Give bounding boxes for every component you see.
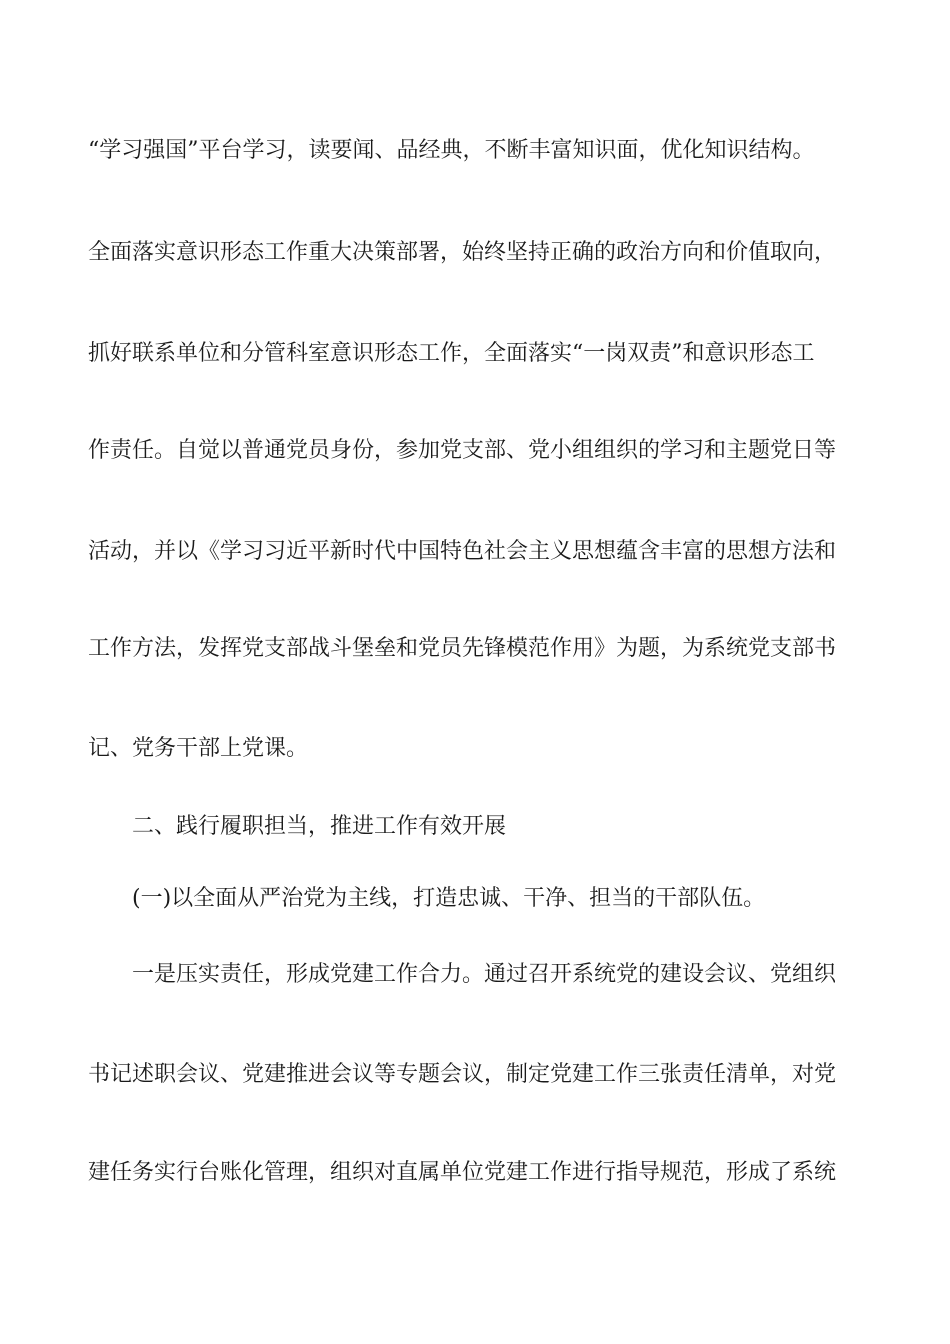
body-text-line: 抓好联系单位和分管科室意识形态工作，全面落实“一岗双责”和意识形态工 <box>88 341 815 366</box>
body-text-line: 记、党务干部上党课。 <box>88 736 309 761</box>
body-text-line: 建任务实行台账化管理，组织对直属单位党建工作进行指导规范，形成了系统 <box>88 1160 837 1185</box>
body-text-line: 工作方法，发挥党支部战斗堡垒和党员先锋模范作用》为题，为系统党支部书 <box>88 636 837 661</box>
body-text-line: 活动，并以《学习习近平新时代中国特色社会主义思想蕴含丰富的思想方法和 <box>88 539 837 564</box>
body-text-line: 书记述职会议、党建推进会议等专题会议，制定党建工作三张责任清单，对党 <box>88 1062 837 1087</box>
body-text-line: 全面落实意识形态工作重大决策部署，始终坚持正确的政治方向和价值取向， <box>88 240 837 265</box>
section-heading: 二、践行履职担当，推进工作有效开展 <box>132 814 507 839</box>
body-text-line: 一是压实责任，形成党建工作合力。通过召开系统党的建设会议、党组织 <box>132 962 837 987</box>
body-text-line: “学习强国”平台学习，读要闻、品经典，不断丰富知识面，优化知识结构。 <box>88 138 815 163</box>
subsection-heading: (一)以全面从严治党为主线，打造忠诚、干净、担当的干部队伍。 <box>132 886 766 911</box>
body-text-line: 作责任。自觉以普通党员身份，参加党支部、党小组组织的学习和主题党日等 <box>88 438 837 463</box>
